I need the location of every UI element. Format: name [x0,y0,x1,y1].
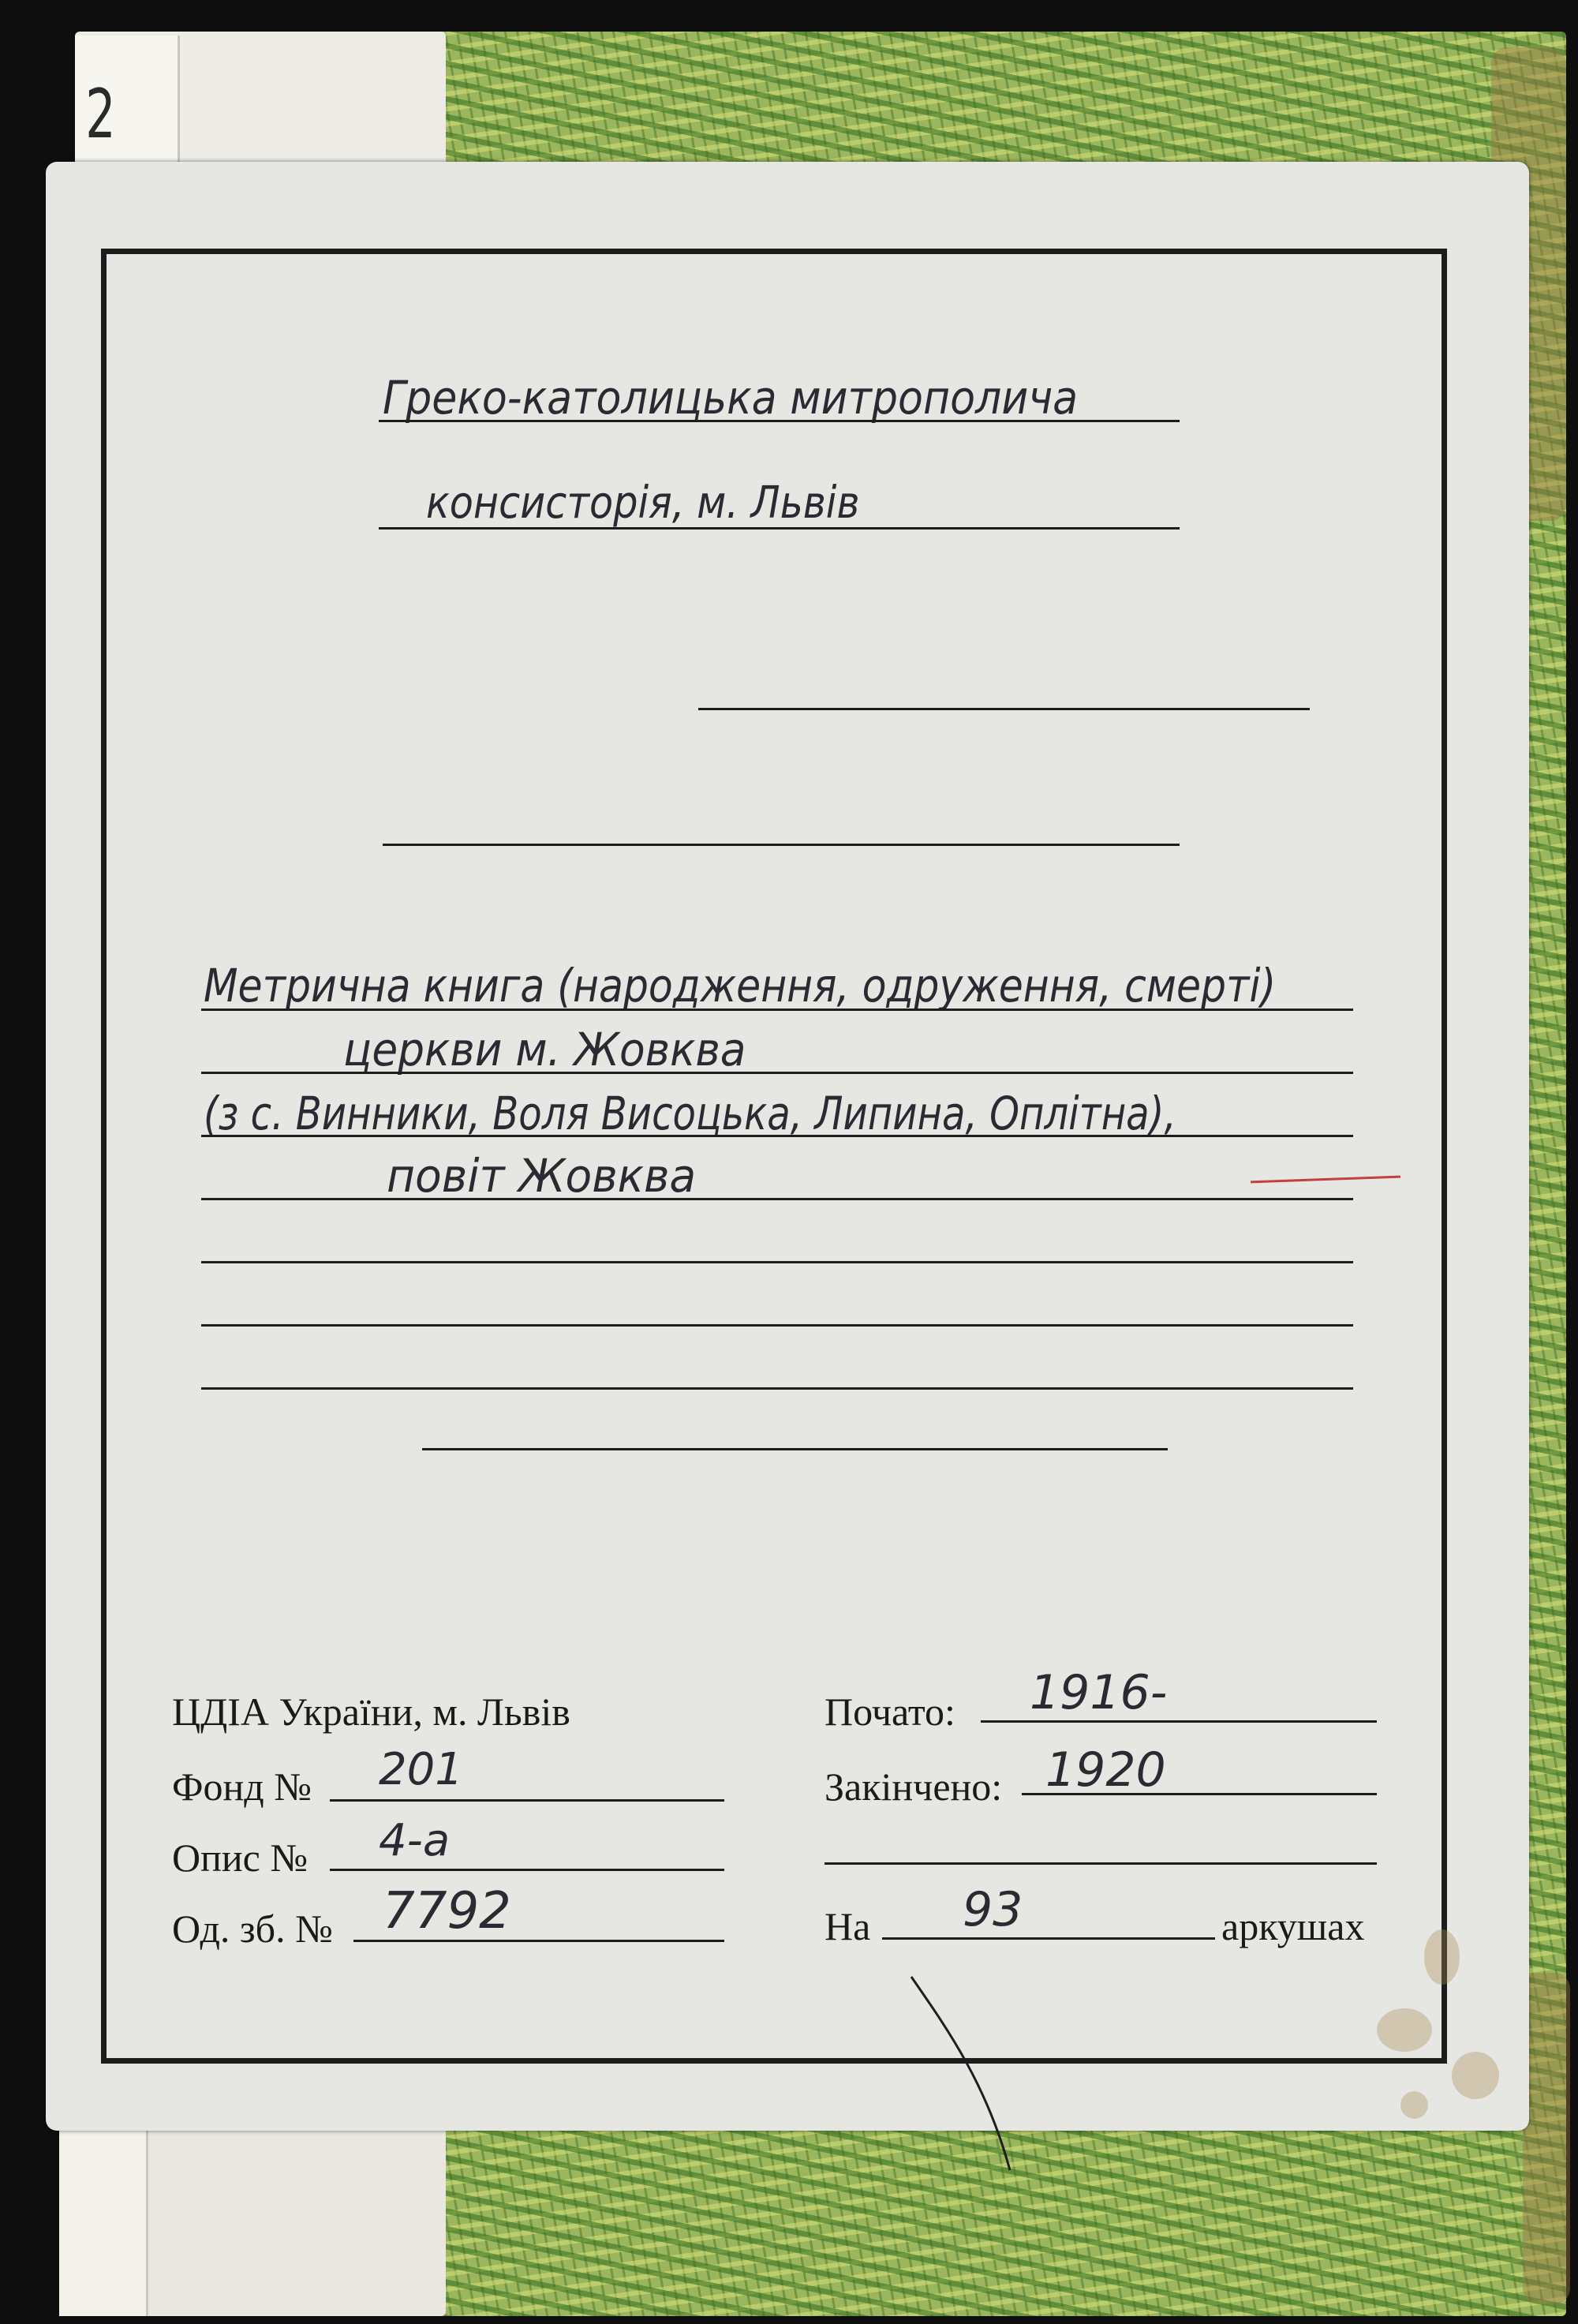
od-zb-line [353,1940,724,1942]
record-line-2 [201,1072,1353,1074]
finished-label: Закінчено: [825,1765,1003,1809]
od-zb-label: Од. зб. № [172,1907,333,1951]
header-line-2-text: консисторія, м. Львів [426,477,860,529]
finished-value: 1920 [1045,1742,1166,1798]
blank-line [698,708,1310,710]
started-line [981,1720,1377,1723]
record-line-3 [201,1135,1353,1137]
cover-stain [1523,1973,1570,2304]
finished-line [1022,1793,1377,1795]
started-label: Почато: [825,1690,955,1734]
sheets-line [882,1937,1215,1940]
blank-line [825,1862,1377,1865]
record-line-1-text: Метрична книга (народження, одруження, смерті) [204,959,1277,1012]
archive-name: ЦДІА України, м. Львів [172,1690,570,1734]
sheets-value: 93 [963,1882,1023,1937]
record-line-4-text: повіт Жовква [387,1149,697,1203]
blank-line [201,1387,1353,1390]
sheets-prefix: На [825,1904,871,1948]
opys-label: Опис № [172,1836,308,1880]
header-line-1 [379,420,1180,422]
header-line-2 [379,527,1180,530]
started-value: 1916- [1030,1665,1168,1720]
paper-stain [1424,1929,1460,1985]
header-line-1-text: Греко-католицька митрополича [383,371,1079,425]
fond-line [330,1799,724,1802]
fond-value: 201 [379,1744,463,1795]
opys-line [330,1869,724,1871]
blank-line [383,844,1180,846]
spine-number: 2 [85,75,116,154]
record-line-2-text: церкви м. Жовква [343,1023,746,1076]
spine-bottom-tab [59,2131,148,2316]
blank-line [201,1261,1353,1263]
paper-stain [1452,2052,1499,2099]
pen-stroke [907,1973,1026,2178]
blank-line [422,1448,1168,1450]
sheets-suffix: аркушах [1221,1904,1365,1948]
record-line-1 [201,1009,1353,1011]
od-zb-value: 7792 [383,1882,511,1940]
record-line-3-text: (з с. Винники, Воля Висоцька, Липина, Оплітна), [204,1087,1176,1140]
record-line-4 [201,1198,1353,1200]
fond-label: Фонд № [172,1765,312,1809]
paper-stain [1377,2008,1432,2052]
opys-value: 4-а [379,1815,451,1866]
paper-stain [1400,2091,1428,2119]
blank-line [201,1324,1353,1327]
